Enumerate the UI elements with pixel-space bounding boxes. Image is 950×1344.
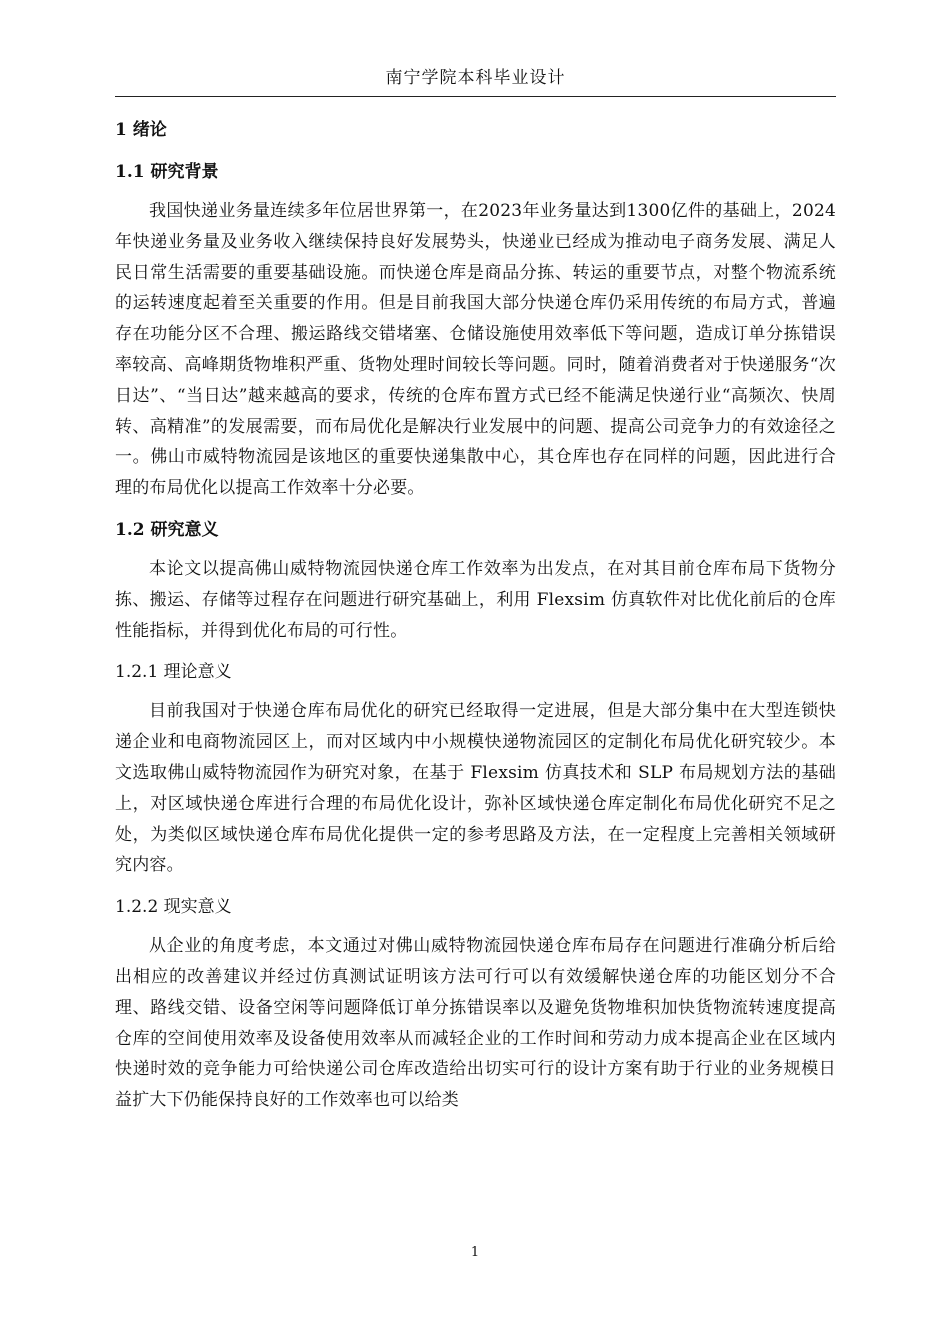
page-number: 1 (470, 1245, 480, 1260)
subsection-heading-1-2-1: 1.2.1 理论意义 (115, 662, 232, 683)
section-heading-1-1: 1.1 研究背景 (115, 162, 219, 182)
paragraph-background: 我国快递业务量连续多年位居世界第一，在2023年业务量达到1300亿件的基础上，2024年快递业务量及业务收入继续保持良好发展势头，快递业已经成为推动电子商务发展、满足人民日常生活需要的重要基础设施。而快递仓库是商品分拣、转运的重要节点，对整个物流系统的运转速度起着至关重要的作用。但是目前我国大部分快递仓库仍采用传统的布局方式，普遍存在功能分区不合理、搬运路线交错堵塞、仓储设施使用效率低下等问题，造成订单分拣错误率较高、高峰期货物堆积严重、货物处理时间较长等问题。同时，随着消费者对于快递服务“次日达”、“当日达”越来越高的要求，传统的仓库布置方式已经不能满足快递行业“高频次、快周转、高精准”的发展需要，而布局优化是解决行业发展中的问题、提高公司竞争力的有效途径之一。佛山市威特物流园是该地区的重要快递集散中心，其仓库也存在同样的问题，因此进行合理的布局优化以提高工作效率十分必要。 (115, 201, 836, 499)
page-body (115, 112, 836, 1128)
header-rule (115, 96, 836, 97)
chapter-heading: 1 绪论 (115, 120, 167, 140)
paragraph-significance: 本论文以提高佛山威特物流园快递仓库工作效率为出发点，在对其目前仓库布局下货物分拣、搬运、存储等过程存在问题进行研究基础上，利用 Flexsim 仿真软件对比优化前后的仓库性能指标，并得到优化布局的可行性。 (115, 558, 836, 641)
subsection-heading-1-2-2: 1.2.2 现实意义 (115, 897, 232, 918)
paragraph-practical: 从企业的角度考虑，本文通过对佛山威特物流园快递仓库布局存在问题进行准确分析后给出相应的改善建议并经过仿真测试证明该方法可行可以有效缓解快递仓库的功能区划分不合理、路线交错、设备空闲等问题降低订单分拣错误率以及避免货物堆积加快货物流转速度提高仓库的空间使用效率及设备使用效率从而减轻企业的工作时间和劳动力成本提高企业在区域内快递时效的竞争能力可给快递公司仓库改造给出切实可行的设计方案有助于行业的业务规模日益扩大下仍能保持良好的工作效率也可以给类 (115, 936, 836, 1111)
running-header: 南宁学院本科毕业设计 (385, 68, 566, 88)
section-heading-1-2: 1.2 研究意义 (115, 519, 219, 540)
paragraph-theoretical: 目前我国对于快递仓库布局优化的研究已经取得一定进展，但是大部分集中在大型连锁快递企业和电商物流园区上，而对区域内中小规模快递物流园区的定制化布局优化研究较少。本文选取佛山威特物流园作为研究对象，在基于 Flexsim 仿真技术和 SLP 布局规划方法的基础上，对区域快递仓库进行合理的布局优化设计，弥补区域快递仓库定制化布局优化研究不足之处，为类似区域快递仓库布局优化提供一定的参考思路及方法，在一定程度上完善相关领域研究内容。 (115, 701, 836, 876)
